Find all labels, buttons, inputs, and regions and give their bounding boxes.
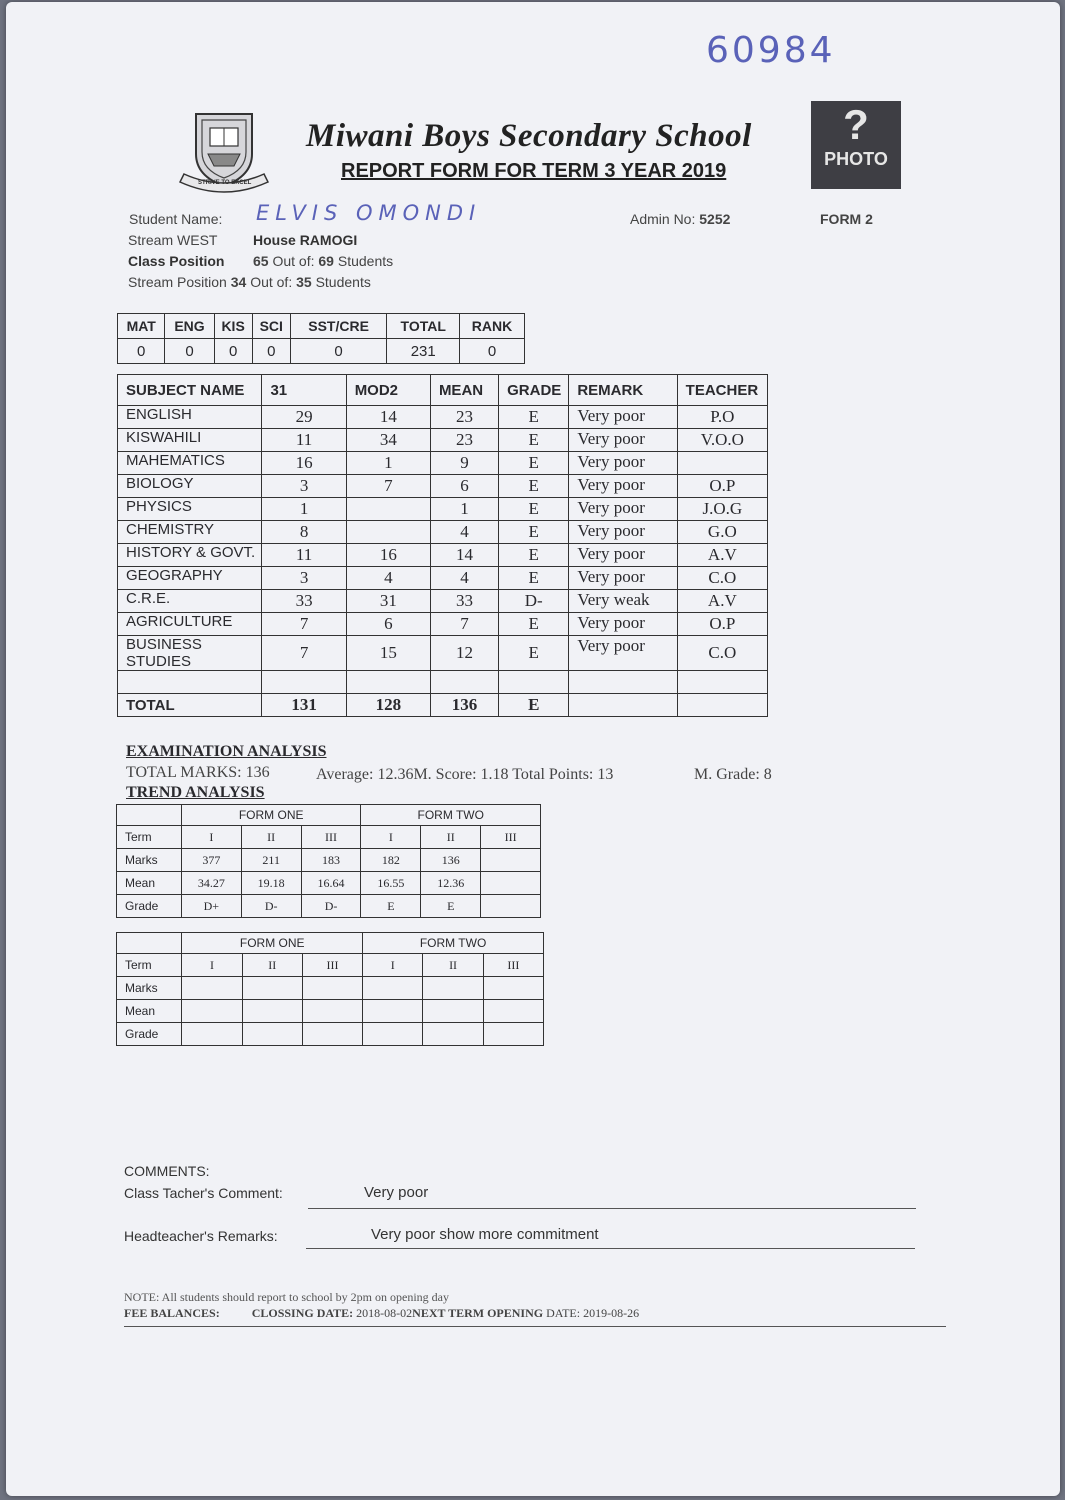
total-mod2: 128	[346, 694, 430, 717]
marks-cell-c31: 7	[262, 613, 346, 636]
trend-cell: II	[242, 954, 302, 977]
analysis-title: EXAMINATION ANALYSIS	[126, 743, 327, 760]
stream-position: 34	[230, 274, 247, 290]
summary-value: 0	[118, 339, 165, 364]
marks-cell-c31: 3	[262, 475, 346, 498]
trend-row-label: Marks	[117, 849, 182, 872]
marks-cell-remark: Very poor	[569, 613, 677, 636]
trend-cell: D-	[301, 895, 361, 918]
summary-header: KIS	[214, 314, 252, 339]
marks-cell-subject: BIOLOGY	[118, 475, 262, 498]
marks-cell-c31: 3	[262, 567, 346, 590]
trend-row-label: Term	[117, 826, 182, 849]
trend-cell: III	[302, 954, 362, 977]
marks-cell-mean: 12	[430, 636, 498, 671]
marks-cell-mean: 1	[430, 498, 498, 521]
marks-header: MOD2	[346, 375, 430, 406]
total-grade: E	[499, 694, 569, 717]
trend-row-label: Mean	[117, 872, 182, 895]
marks-cell-mean: 23	[430, 429, 498, 452]
marks-header: SUBJECT NAME	[118, 375, 262, 406]
trend-cell: D+	[181, 895, 241, 918]
class-students-word: Students	[337, 253, 394, 269]
trend-cell: III	[483, 954, 543, 977]
marks-cell-subject: C.R.E.	[118, 590, 262, 613]
trend-cell	[481, 872, 541, 895]
marks-cell-remark: Very poor	[569, 567, 677, 590]
marks-cell-teacher: V.O.O	[677, 429, 767, 452]
marks-cell-mean: 4	[430, 521, 498, 544]
marks-cell-mean: 33	[430, 590, 498, 613]
marks-row	[118, 567, 768, 590]
serial-number: 60984	[706, 30, 836, 71]
trend-cell: III	[301, 826, 361, 849]
trend-row	[117, 872, 541, 895]
trend-cell	[423, 1000, 483, 1023]
total-label: TOTAL	[118, 694, 262, 717]
marks-cell-remark: Very poor	[569, 429, 677, 452]
summary-value: 231	[387, 339, 460, 364]
marks-cell-mean: 14	[430, 544, 498, 567]
head-remark: Very poor show more commitment	[371, 1226, 599, 1243]
class-position: 65	[253, 253, 269, 269]
marks-cell-teacher: C.O	[677, 567, 767, 590]
marks-header: GRADE	[499, 375, 569, 406]
photo-question-mark: ?	[843, 101, 869, 148]
trend-cell	[481, 849, 541, 872]
marks-cell-grade: E	[499, 613, 569, 636]
house-value: RAMOGI	[299, 232, 358, 248]
class-comment-label: Class Tacher's Comment:	[124, 1185, 283, 1201]
trend-cell	[302, 1000, 362, 1023]
marks-row	[118, 406, 768, 429]
comments-title: COMMENTS:	[124, 1163, 210, 1179]
marks-row	[118, 544, 768, 567]
trend-cell: 136	[421, 849, 481, 872]
trend-cell: I	[182, 954, 242, 977]
marks-table	[117, 374, 768, 717]
marks-cell-teacher	[677, 452, 767, 475]
trend-row-label: Term	[117, 954, 182, 977]
marks-cell-mod2: 6	[346, 613, 430, 636]
trend-table-empty	[116, 932, 544, 1046]
marks-cell-mod2	[346, 521, 430, 544]
marks-cell-c31: 11	[262, 544, 346, 567]
marks-cell-subject: GEOGRAPHY	[118, 567, 262, 590]
marks-cell-mod2: 16	[346, 544, 430, 567]
marks-row	[118, 429, 768, 452]
marks-cell-teacher: O.P	[677, 613, 767, 636]
trend-row	[117, 1000, 544, 1023]
stream-total: 35	[296, 274, 312, 290]
marks-cell-grade: E	[499, 406, 569, 429]
trend-title: TREND ANALYSIS	[126, 784, 265, 801]
trend-row	[117, 849, 541, 872]
total-31: 131	[262, 694, 346, 717]
marks-header: 31	[262, 375, 346, 406]
photo-label: PHOTO	[824, 149, 888, 169]
trend-cell: 16.55	[361, 872, 421, 895]
trend-cell	[483, 1023, 543, 1046]
admin-no: 5252	[699, 211, 731, 227]
trend-cell: III	[481, 826, 541, 849]
report-title: REPORT FORM FOR TERM 3 YEAR 2019	[341, 160, 727, 182]
head-remark-line	[306, 1248, 915, 1249]
trend-cell	[483, 977, 543, 1000]
marks-cell-remark: Very poor	[569, 498, 677, 521]
summary-table	[117, 313, 525, 364]
marks-cell-mod2: 31	[346, 590, 430, 613]
marks-cell-teacher: C.O	[677, 636, 767, 671]
stream-out-of-label: Out of:	[250, 274, 293, 290]
trend1-form-two: FORM TWO	[361, 805, 541, 826]
closing-date-label: CLOSSING DATE:	[251, 1306, 354, 1320]
next-term-date: 2019-08-26	[583, 1306, 640, 1320]
trend-cell	[363, 1023, 423, 1046]
trend-cell	[302, 1023, 362, 1046]
trend-cell: I	[361, 826, 421, 849]
marks-cell-mean: 7	[430, 613, 498, 636]
marks-cell-remark: Very poor	[569, 406, 677, 429]
marks-cell-grade: E	[499, 475, 569, 498]
trend-cell	[302, 977, 362, 1000]
marks-cell-remark: Very poor	[569, 452, 677, 475]
trend-cell	[242, 977, 302, 1000]
trend-cell: D-	[241, 895, 301, 918]
marks-row	[118, 452, 768, 475]
trend-cell	[423, 977, 483, 1000]
summary-header: TOTAL	[387, 314, 460, 339]
marks-cell-remark: Very weak	[569, 590, 677, 613]
stream-label: Stream	[128, 232, 174, 248]
marks-header: MEAN	[430, 375, 498, 406]
marks-cell-subject: BUSINESS STUDIES	[118, 636, 262, 671]
trend-cell: I	[181, 826, 241, 849]
trend-cell: 34.27	[181, 872, 241, 895]
trend-cell: E	[361, 895, 421, 918]
marks-row	[118, 590, 768, 613]
marks-cell-c31: 16	[262, 452, 346, 475]
marks-cell-grade: E	[499, 452, 569, 475]
stream-value: WEST	[177, 232, 218, 248]
closing-date: 2018-08-02	[356, 1306, 413, 1320]
stream-students-word: Students	[315, 274, 371, 290]
marks-cell-c31: 8	[262, 521, 346, 544]
summary-header: SCI	[252, 314, 290, 339]
marks-cell-subject: ENGLISH	[118, 406, 262, 429]
marks-cell-teacher: A.V	[677, 590, 767, 613]
marks-cell-c31: 33	[262, 590, 346, 613]
marks-cell-remark: Very poor	[569, 636, 677, 671]
trend-row-label: Grade	[117, 1023, 182, 1046]
summary-value: 0	[165, 339, 214, 364]
form-label: FORM 2	[820, 211, 873, 227]
house-label: House	[253, 232, 296, 248]
marks-cell-remark: Very poor	[569, 475, 677, 498]
marks-cell-subject: HISTORY & GOVT.	[118, 544, 262, 567]
trend-row	[117, 954, 544, 977]
trend-cell: 16.64	[301, 872, 361, 895]
marks-cell-c31: 11	[262, 429, 346, 452]
trend-cell: E	[421, 895, 481, 918]
trend2-form-two: FORM TWO	[363, 933, 544, 954]
footer-line	[124, 1326, 946, 1327]
marks-cell-grade: E	[499, 544, 569, 567]
trend-cell: 183	[301, 849, 361, 872]
trend-table-filled	[116, 804, 541, 918]
summary-value: 0	[252, 339, 290, 364]
trend-row	[117, 1023, 544, 1046]
trend-row	[117, 826, 541, 849]
class-total: 69	[318, 253, 334, 269]
class-comment-line	[308, 1208, 916, 1209]
marks-cell-remark: Very poor	[569, 544, 677, 567]
trend-row	[117, 977, 544, 1000]
trend-cell	[363, 1000, 423, 1023]
trend-cell	[182, 1023, 242, 1046]
marks-cell-mod2: 15	[346, 636, 430, 671]
marks-cell-grade: E	[499, 567, 569, 590]
class-out-of-label: Out of:	[272, 253, 315, 269]
trend-cell: II	[423, 954, 483, 977]
head-remark-label: Headteacher's Remarks:	[124, 1228, 278, 1244]
school-name: Miwani Boys Secondary School	[306, 118, 752, 154]
trend-cell: 19.18	[241, 872, 301, 895]
summary-header: RANK	[460, 314, 525, 339]
marks-header: REMARK	[569, 375, 677, 406]
next-term-date-label: DATE:	[546, 1306, 581, 1320]
total-mean: 136	[430, 694, 498, 717]
crest-motto: STRIVE TO EXCEL	[198, 180, 252, 186]
trend-cell: II	[421, 826, 481, 849]
stream-position-label: Stream Position	[128, 274, 227, 290]
marks-row	[118, 636, 768, 671]
trend-cell	[182, 1000, 242, 1023]
trend-cell	[423, 1023, 483, 1046]
trend-cell: 12.36	[421, 872, 481, 895]
trend-cell: 377	[181, 849, 241, 872]
trend-cell	[483, 1000, 543, 1023]
trend-cell: 211	[241, 849, 301, 872]
marks-cell-teacher: G.O	[677, 521, 767, 544]
admin-no-label: Admin No:	[630, 211, 696, 227]
class-comment: Very poor	[364, 1184, 429, 1201]
marks-cell-mean: 23	[430, 406, 498, 429]
summary-value: 0	[214, 339, 252, 364]
trend-cell: I	[363, 954, 423, 977]
marks-cell-mean: 6	[430, 475, 498, 498]
trend-cell	[363, 977, 423, 1000]
student-photo-placeholder	[811, 101, 901, 189]
marks-cell-teacher: J.O.G	[677, 498, 767, 521]
marks-cell-mod2: 14	[346, 406, 430, 429]
marks-cell-mean: 4	[430, 567, 498, 590]
trend-cell	[242, 1023, 302, 1046]
trend-row-label: Mean	[117, 1000, 182, 1023]
trend-cell	[182, 977, 242, 1000]
marks-cell-mean: 9	[430, 452, 498, 475]
student-name: ELVIS OMONDI	[256, 201, 482, 225]
analysis-mean-grade: M. Grade: 8	[694, 766, 772, 783]
student-name-label: Student Name:	[129, 211, 223, 227]
trend2-form-one: FORM ONE	[182, 933, 363, 954]
summary-header: ENG	[165, 314, 214, 339]
marks-cell-mod2: 34	[346, 429, 430, 452]
marks-cell-subject: KISWAHILI	[118, 429, 262, 452]
marks-cell-grade: E	[499, 521, 569, 544]
summary-value: 0	[290, 339, 387, 364]
footer-note: NOTE: All students should report to school by 2pm on opening day	[124, 1290, 449, 1304]
marks-cell-c31: 29	[262, 406, 346, 429]
marks-cell-remark: Very poor	[569, 521, 677, 544]
trend-row-label: Grade	[117, 895, 182, 918]
marks-cell-mod2: 1	[346, 452, 430, 475]
analysis-average: Average: 12.36M. Score: 1.18 Total Points: 13	[316, 766, 614, 783]
trend-cell: II	[241, 826, 301, 849]
trend1-form-one: FORM ONE	[181, 805, 361, 826]
marks-cell-grade: E	[499, 636, 569, 671]
summary-value: 0	[460, 339, 525, 364]
trend-cell	[242, 1000, 302, 1023]
marks-cell-mod2: 4	[346, 567, 430, 590]
marks-row	[118, 498, 768, 521]
marks-cell-subject: PHYSICS	[118, 498, 262, 521]
marks-cell-teacher: O.P	[677, 475, 767, 498]
marks-cell-c31: 7	[262, 636, 346, 671]
trend-cell	[481, 895, 541, 918]
marks-cell-c31: 1	[262, 498, 346, 521]
marks-cell-subject: AGRICULTURE	[118, 613, 262, 636]
fee-balances-label: FEE BALANCES:	[124, 1306, 220, 1320]
marks-cell-teacher: A.V	[677, 544, 767, 567]
marks-cell-grade: E	[499, 498, 569, 521]
marks-cell-subject: MAHEMATICS	[118, 452, 262, 475]
marks-header: TEACHER	[677, 375, 767, 406]
class-position-label: Class Position	[128, 253, 225, 269]
marks-row	[118, 475, 768, 498]
marks-cell-mod2	[346, 498, 430, 521]
marks-cell-grade: E	[499, 429, 569, 452]
summary-header: SST/CRE	[290, 314, 387, 339]
marks-row	[118, 613, 768, 636]
marks-cell-grade: D-	[499, 590, 569, 613]
marks-cell-subject: CHEMISTRY	[118, 521, 262, 544]
summary-header: MAT	[118, 314, 165, 339]
marks-cell-mod2: 7	[346, 475, 430, 498]
trend-cell: 182	[361, 849, 421, 872]
marks-row	[118, 521, 768, 544]
next-term-label: NEXT TERM OPENING	[412, 1306, 544, 1320]
trend-row	[117, 895, 541, 918]
marks-cell-teacher: P.O	[677, 406, 767, 429]
analysis-total-marks: TOTAL MARKS: 136	[126, 764, 270, 781]
trend-row-label: Marks	[117, 977, 182, 1000]
